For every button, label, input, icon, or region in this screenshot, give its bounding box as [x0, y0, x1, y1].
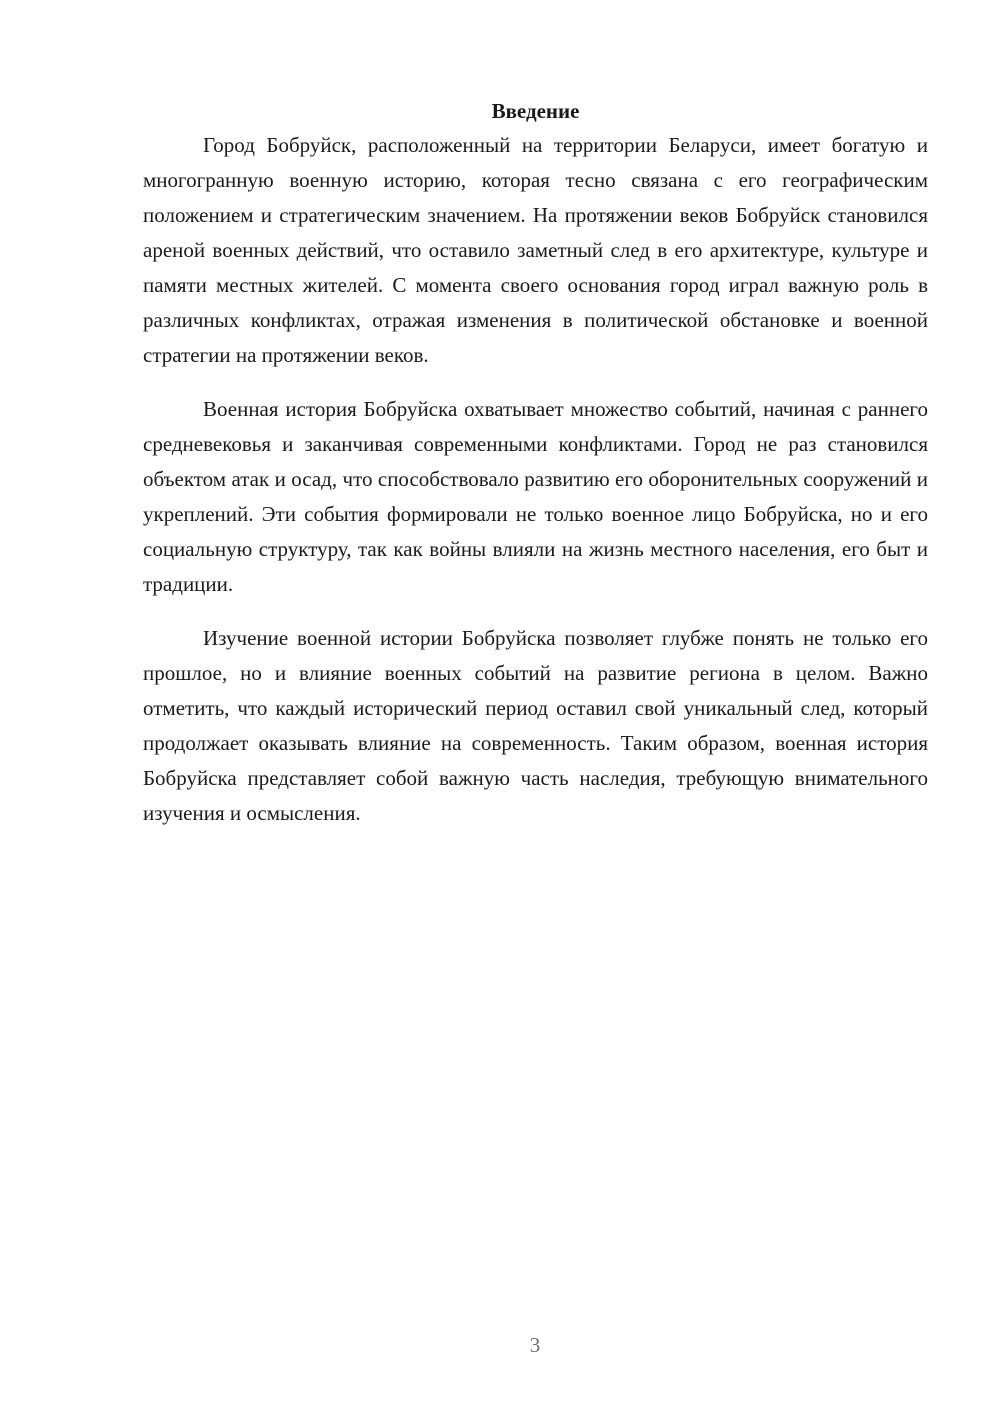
page-content: [143, 96, 928, 850]
page-number: 3: [529, 1333, 541, 1357]
paragraph: Военная история Бобруйска охватывает множество событий, начиная с раннего средневековья и заканчивая современными конфликтами. Город не раз становился объектом атак и осад, что способствовало развитию его оборонительных сооружений и укреплений. Эти события формировали не только военное лицо Бобруйска, но и его социальную структуру, так как войны влияли на жизнь местного населения, его быт и традиции.: [143, 397, 928, 596]
section-heading: Введение: [491, 99, 580, 123]
paragraph: Город Бобруйск, расположенный на территории Беларуси, имеет богатую и многогранную военную историю, которая тесно связана с его географическим положением и стратегическим значением. На протяжении веков Бобруйск становился ареной военных действий, что оставило заметный след в его архитектуре, культуре и памяти местных жителей. С момента своего основания город играл важную роль в различных конфликтах, отражая изменения в политической обстановке и военной стратегии на протяжении веков.: [143, 133, 928, 367]
paragraph: Изучение военной истории Бобруйска позволяет глубже понять не только его прошлое, но и влияние военных событий на развитие региона в целом. Важно отметить, что каждый исторический период оставил свой уникальный след, который продолжает оказывать влияние на современность. Таким образом, военная история Бобруйска представляет собой важную часть наследия, требующую внимательного изучения и осмысления.: [143, 626, 928, 825]
